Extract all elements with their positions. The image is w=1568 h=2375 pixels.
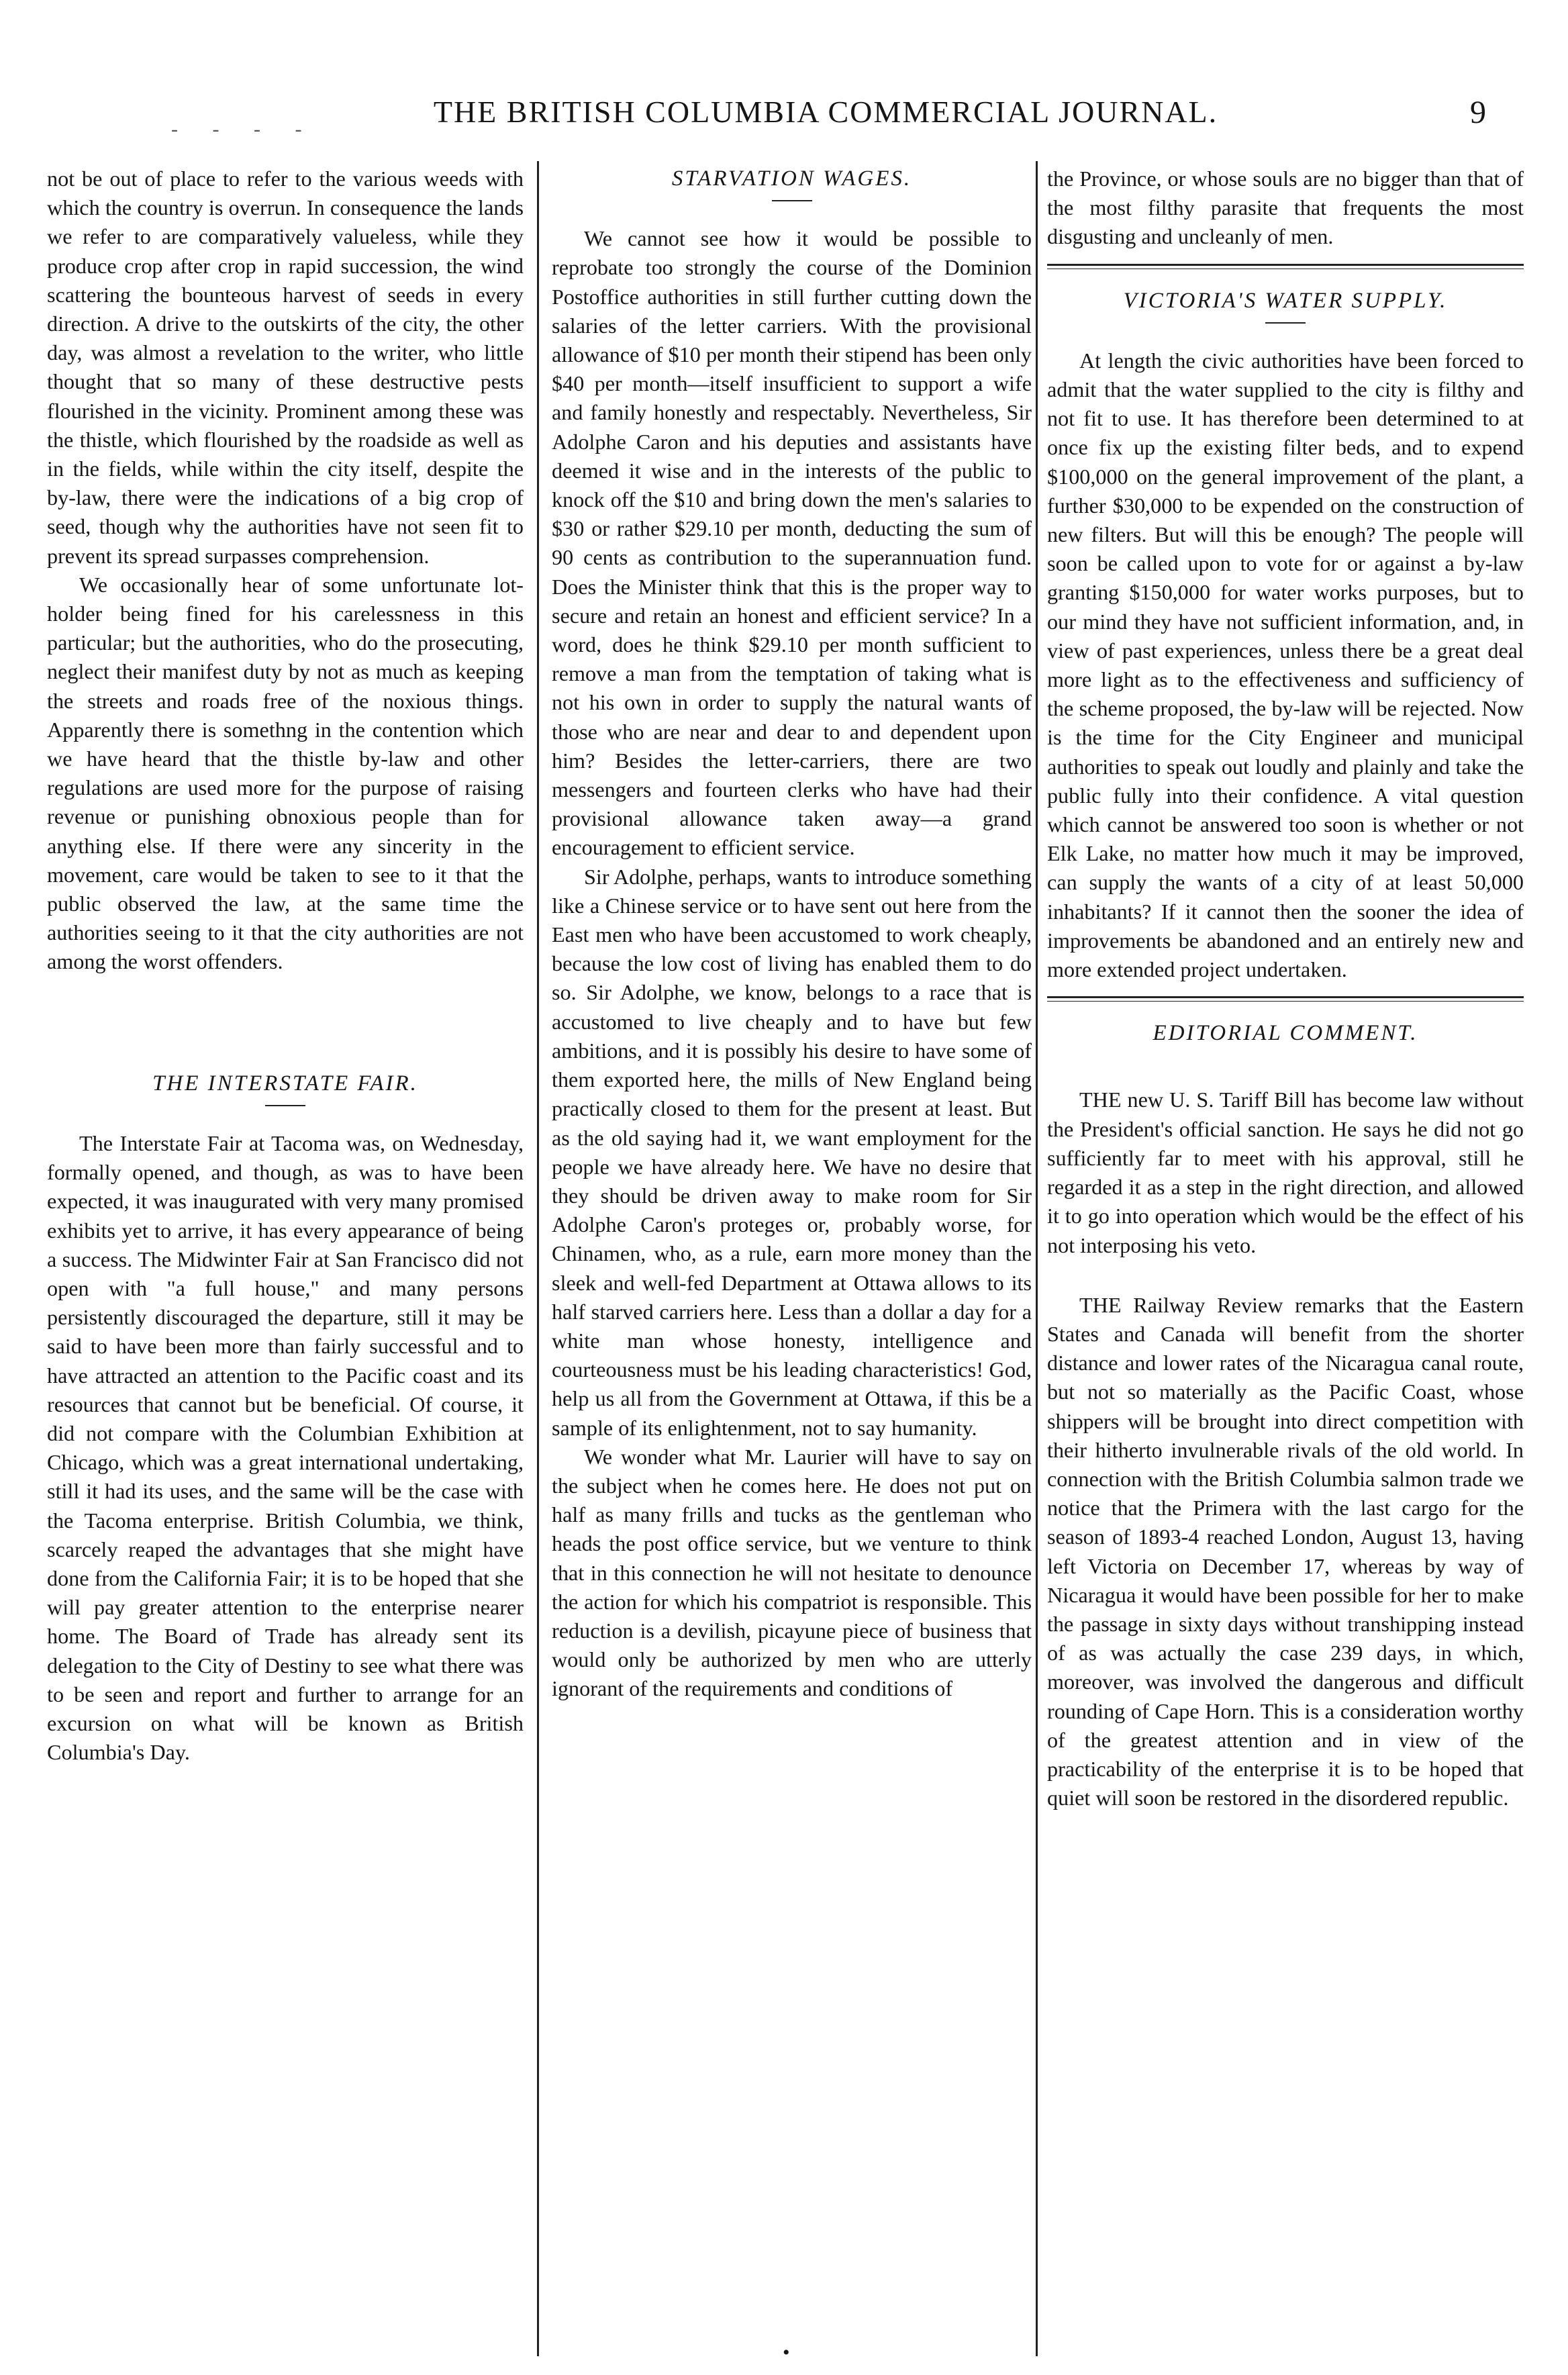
article-paragraph: THE Railway Review remarks that the Eastern States and Canada will benefit from the shorter distance and lower rates of the Nicaragua canal route, but not so materially as the Pacific Coast, whose shippers will be brought into direct competition with their hitherto invulnerable rivals of the old world. In connection with the British Columbia salmon trade we notice that the Primera with the last cargo for the season of 1893-4 reached London, August 13, having left Victoria on December 17, whereas by way of Nicaragua it would have been possible for her to make the passage in sixty days without transhipping instead of as was actually the case 239 days, in which, moreover, was involved the dangerous and difficult rounding of Cape Horn. This is a consideration worthy of the greatest attention and in view of the practicability of the enterprise it is to be hoped that quiet will soon be restored in the disordered republic. [1047, 1292, 1524, 1810]
article-paragraph: At length the civic authorities have been forced to admit that the water supplied to the city is filthy and not fit to use. It has therefore been determined to at once fix up the existing filter beds, and to expend $100,000 on the general improvement of the plant, a further $30,000 to be expended on the construction of new filters. But will this be enough? The people will soon be called upon to vote for or against a by-law granting $150,000 for water works purposes, but to our mind they have not sufficient information, and, in view of past experiences, unless there be a great deal more light as to the effectiveness and sufficiency of the scheme proposed, the by-law will be rejected. Now is the time for the City Engineer and municipal authorities to speak out loudly and plainly and take the public fully into their confidence. A vital question which cannot be answered too soon is whether or not Elk Lake, no matter how much it may be improved, can supply the wants of a city of at least 50,000 inhabitants? If it cannot then the sooner the idea of improvements be abandoned and an entirely new and more extended project undertaken. [1047, 348, 1524, 982]
article-paragraph: We cannot see how it would be possible to reprobate too strongly the course of the Dominion Postoffice authorities in still further cutting down the salaries of the letter carriers. With the provisional allowance of $10 per month their stipend has been only $40 per month—itself insufficient to support a wife and family honestly and respectably. Nevertheless, Sir Adolphe Caron and his deputies and assistants have deemed it wise and in the interests of the public to knock off the $10 and bring down the men's salaries to $30 or rather $29.10 per month, deducting the sum of 90 cents as contribution to the superannuation fund. Does the Minister think that this is the proper way to secure and retain an honest and efficient service? In a word, does he think $29.10 per month sufficient to remove a man from the temptation of taking what is not his own in order to supply the natural wants of those who are near and dear to and dependent upon him? Besides the letter-carriers, there are two messengers and fourteen clerks who have had their provisional allowance taken away—a grand encouragement to efficient service. [552, 226, 1032, 860]
spacer [1047, 1055, 1524, 1085]
article-paragraph: the Province, or whose souls are no bigger than that of the most filthy parasite that frequents the most disgusting and uncleanly of men. [1047, 166, 1524, 249]
spacer [1047, 1260, 1524, 1291]
column-2 [552, 164, 1032, 1704]
article-heading-starvation-wages: STARVATION WAGES. [671, 166, 912, 191]
section-double-rule [1047, 264, 1524, 269]
heading-rule [1265, 322, 1306, 324]
article-paragraph: We wonder what Mr. Laurier will have to say on the subject when he comes here. He does not put on half as many frills and tucks as the gentleman who heads the post office service, but we venture to think that in this connection he will not hesitate to denounce the action for which his compatriot is responsible. This reduction is a devilish, picayune piece of business that would only be authorized by men who are utterly ignorant of the requirements and conditions of [552, 1444, 1032, 1701]
spacer [47, 977, 524, 1044]
article-paragraph: not be out of place to refer to the various weeds with which the country is overrun. In consequence the lands we refer to are comparatively valueless, while they produce crop after crop in rapid succession, the wind scattering the bounteous harvest of seeds in every direction. A drive to the outskirts of the city, the other day, was almost a revelation to the writer, who little thought that so many of these destructive pests flourished in the vicinity. Prominent among these was the thistle, which flourished by the roadside as well as in the fields, while within the city itself, despite the by-law, there were the indications of a big crop of seed, though why the authorities have not seen fit to prevent its spread surpasses comprehension. [47, 166, 524, 568]
article-heading-interstate-fair: THE INTERSTATE FAIR. [152, 1071, 418, 1096]
column-3 [1047, 164, 1524, 1812]
article-heading-water-supply: VICTORIA'S WATER SUPPLY. [1123, 288, 1448, 313]
article-heading-editorial-comment: EDITORIAL COMMENT. [1153, 1021, 1418, 1046]
heading-rule [265, 1105, 305, 1106]
article-paragraph: Sir Adolphe, perhaps, wants to introduce something like a Chinese service or to have sent out here from the East men who have been accustomed to work cheaply, because the low cost of living has enabled them to do so. Sir Adolphe, we know, belongs to a race that is accustomed to live cheaply and to have but few ambitions, and it is possibly his desire to have some of them exported here, the mills of New England being practically closed to them for the present at least. But as the old saying had it, we want employment for the people we have already here. We have no desire that they should be driven away to make room for Sir Adolphe Caron's proteges or, probably worse, for Chinamen, who, as a rule, earn more money than the sleek and well-fed Department at Ottawa allows to its half starved carriers here. Less than a dollar a day for a white man whose honesty, intelligence and courteousness must be his leading characteristics! God, help us all from the Government at Ottawa, if this be a sample of its enlightenment, not to say humanity. [552, 864, 1032, 1440]
column-rule-right [1036, 161, 1038, 2356]
column-rule-left [537, 161, 539, 2356]
footer-mark: • [783, 2341, 790, 2364]
article-paragraph: We occasionally hear of some unfortunate lot-holder being fined for his carelessness in this particular; but the authorities, who do the prosecuting, neglect their manifest duty by not as much as keeping the streets and roads free of the noxious things. Apparently there is somethng in the contention which we have heard that the thistle by-law and other regulations are used more for the purpose of raising revenue or punishing obnoxious people than for anything else. If there were any sincerity in the movement, care would be taken to see to it that the public observed the law, at the same time the authorities seeing to it that the city authorities are not among the worst offenders. [47, 572, 524, 974]
section-double-rule [1047, 996, 1524, 1002]
page-header-title: THE BRITISH COLUMBIA COMMERCIAL JOURNAL. [433, 95, 1218, 129]
column-1 [47, 164, 524, 1767]
article-paragraph: The Interstate Fair at Tacoma was, on Wednesday, formally opened, and though, as was to have been expected, it was inaugurated with very many promised exhibits yet to arrive, it has every appearance of being a success. The Midwinter Fair at San Francisco did not open with "a full house," and many persons persistently discouraged the departure, still it may be said to have been more than fairly successful and to have attracted an attention to the Pacific coast and its resources that cannot but be beneficial. Of course, it did not compare with the Columbian Exhibition at Chicago, which was a great international undertaking, still it had its uses, and the same will be the case with the Tacoma enterprise. British Columbia, we think, scarcely reaped the advantages that she might have done from the California Fair; it is to be hoped that she will pay greater attention to the enterprise nearer home. The Board of Trade has already sent its delegation to the City of Destiny to see what there was to be seen and report and further to arrange for an excursion on what will be known as British Columbia's Day. [47, 1130, 524, 1765]
header-dashes: - - - - [171, 118, 317, 140]
article-paragraph: THE new U. S. Tariff Bill has become law without the President's official sanction. He says he did not go sufficiently far to meet with his approval, still he regarded it as a step in the right direction, and allowed it to go into operation which would be the effect of his not interposing his veto. [1047, 1087, 1524, 1257]
heading-rule [772, 200, 812, 201]
page-number: 9 [1470, 95, 1486, 130]
